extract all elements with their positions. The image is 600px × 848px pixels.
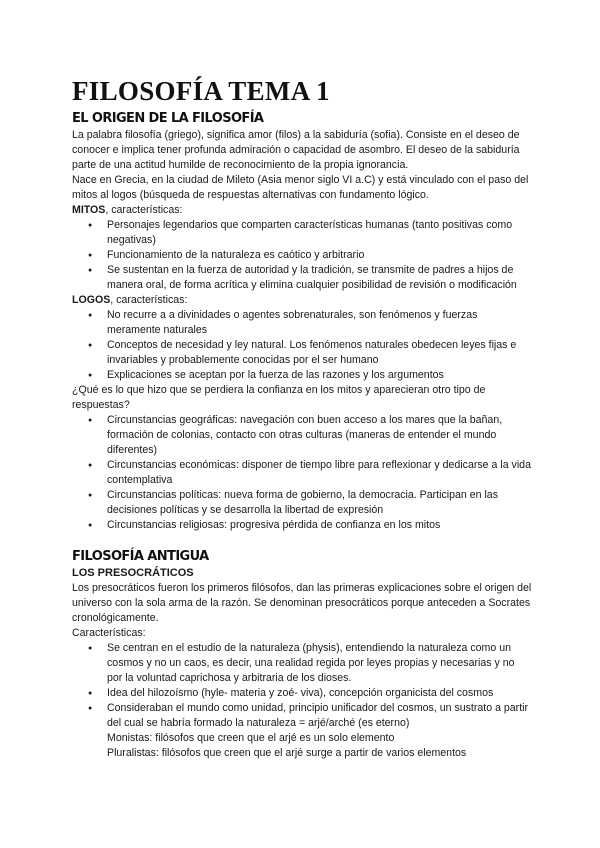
logos-term: LOGOS xyxy=(72,294,111,306)
list-item: ● Personajes legendarios que comparten características humanas (tanto positivas como negativas) xyxy=(72,218,532,248)
section-heading-origen: EL ORIGEN DE LA FILOSOFÍA xyxy=(72,111,264,126)
list-item: ● Explicaciones se aceptan por la fuerza de las razones y los argumentos xyxy=(72,368,532,383)
logos-list xyxy=(72,308,532,383)
list-item: ● Se centran en el estudio de la naturaleza (physis), entendiendo la naturaleza como un cosmos y no un caos, es decir, una realidad regida por leyes propias y necesarias y no por la voluntad caprichosa y arbitraria de los dioses. xyxy=(72,641,532,686)
list-item: ● Circunstancias políticas: nueva forma de gobierno, la democracia. Participan en las decisiones políticas y se desarrolla la libertad de expresión xyxy=(72,488,532,518)
origen-nace-paragraph: Nace en Grecia, en la ciudad de Mileto (Asia menor siglo VI a.C) y está vinculado con el paso del mitos al logos (búsqueda de respuestas alternativas con fundamento lógico. xyxy=(72,174,529,201)
document-content xyxy=(72,74,532,761)
logos-suffix: , características: xyxy=(110,294,188,306)
list-item: ● Funcionamiento de la naturaleza es caótico y arbitrario xyxy=(72,248,532,263)
mitos-term: MITOS xyxy=(72,204,106,216)
list-item: ● Se sustentan en la fuerza de autoridad y la tradición, se transmite de padres a hijos de manera oral, de forma acrítica y elimina cualquier posibilidad de revisión o modificación xyxy=(72,263,532,293)
logos-label xyxy=(72,293,532,308)
list-item: ● Circunstancias geográficas: navegación con buen acceso a los mares que la bañan, formación de colonias, contacto con otras culturas (maneras de entender el mundo diferentes) xyxy=(72,413,532,458)
pluralistas-line: Pluralistas: filósofos que creen que el arjé surge a partir de varios elementos xyxy=(107,747,467,759)
mitos-suffix: , características: xyxy=(105,204,183,216)
presocraticos-intro-paragraph: Los presocráticos fueron los primeros filósofos, dan las primeras explicaciones sobre el origen del universo con la sola arma de la razón. Se denominan presocráticos porque anteceden a Socrates cronológicamente. xyxy=(72,582,532,624)
list-item-text: Consideraban el mundo como unidad, principio unificador del cosmos, un sustrato a partir del cual se habría formado la naturaleza = arjé/arché (es eterno) xyxy=(107,702,529,729)
mitos-label xyxy=(72,203,532,218)
list-item: ● Conceptos de necesidad y ley natural. Los fenómenos naturales obedecen leyes fijas e invariables y probablemente conocidas por el ser humano xyxy=(72,338,532,368)
list-item: ● Circunstancias religiosas: progresiva pérdida de confianza en los mitos xyxy=(72,518,532,533)
list-item: ● Idea del hilozoísmo (hyle- materia y zoé- viva), concepción organicista del cosmos xyxy=(72,686,532,701)
list-item: ● No recurre a a divinidades o agentes sobrenaturales, son fenómenos y fuerzas meramente naturales xyxy=(72,308,532,338)
question-paragraph: ¿Qué es lo que hizo que se perdiera la confianza en los mitos y aparecieran otro tipo de respuestas? xyxy=(72,384,486,411)
circunstancias-list xyxy=(72,413,532,533)
caracteristicas-label: Características: xyxy=(72,627,146,639)
mitos-list xyxy=(72,218,532,293)
monistas-line: Monistas: filósofos que creen que el arjé es un solo elemento xyxy=(107,732,395,744)
presocraticos-list xyxy=(72,641,532,761)
subheading-presocraticos: LOS PRESOCRÁTICOS xyxy=(72,567,194,579)
origen-intro-paragraph: La palabra filosofía (griego), significa amor (filos) a la sabiduría (sofia). Consiste en el deseo de conocer e implica tener profunda admiración o capacidad de asombro. El deseo de la sabiduría parte de una actitud humilde de reconocimiento de la propia ignorancia. xyxy=(72,129,520,171)
document-title: FILOSOFÍA TEMA 1 xyxy=(72,76,330,106)
list-item xyxy=(72,701,532,761)
section-heading-antigua: FILOSOFÍA ANTIGUA xyxy=(72,549,209,564)
list-item: ● Circunstancias económicas: disponer de tiempo libre para reflexionar y dedicarse a la vida contemplativa xyxy=(72,458,532,488)
